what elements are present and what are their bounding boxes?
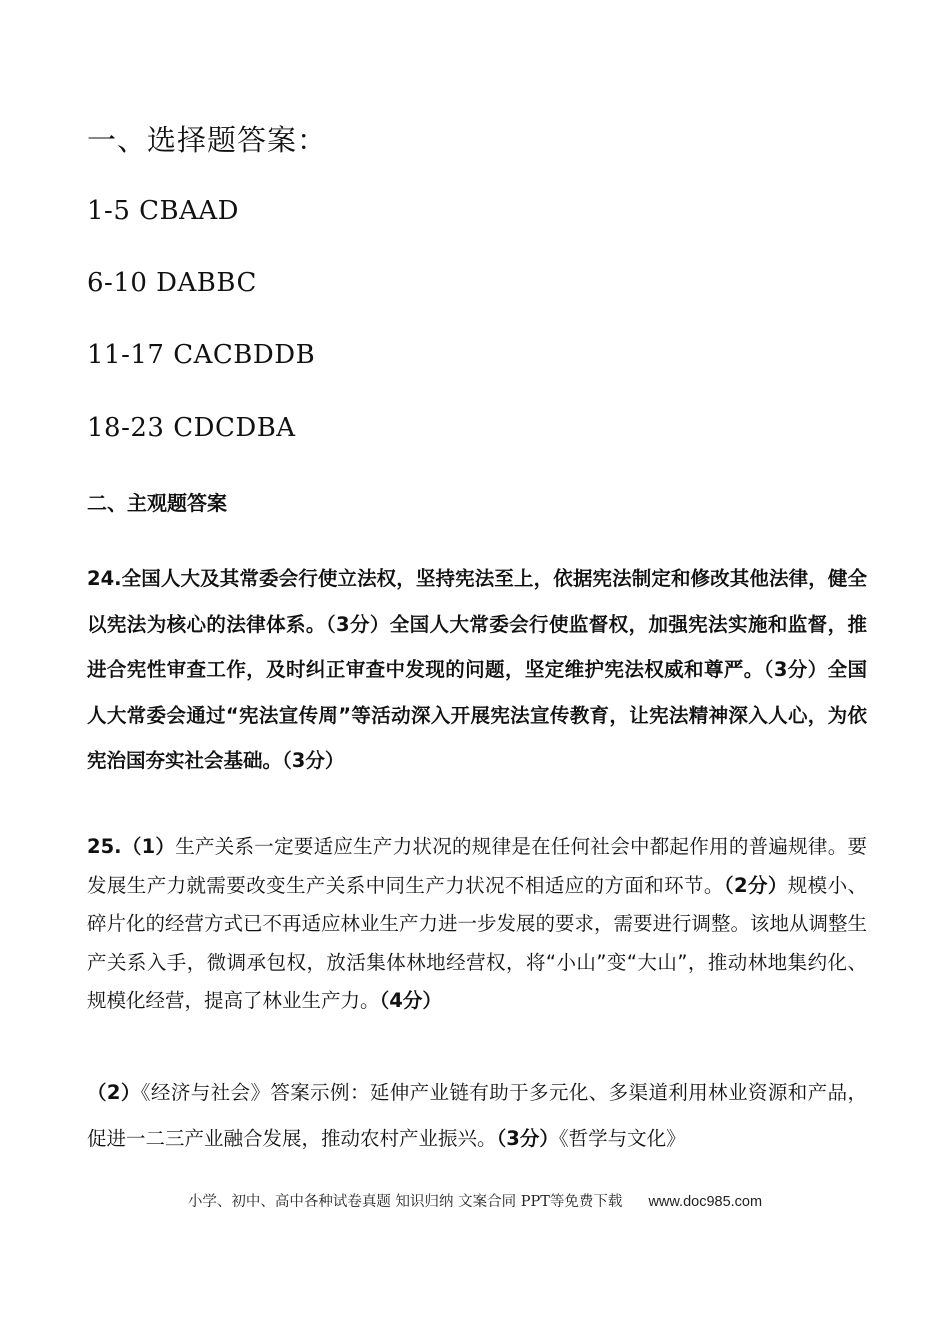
footer-text: 小学、初中、高中各种试卷真题 知识归纳 文案合同 PPT等免费下载	[187, 1194, 623, 1210]
answer-text: 规模小、碎片化的经营方式已不再适应林业生产力进一步发展的要求，需要进行调整。该地从调整生产关系入手，微调承包权，放活集体林地经营权，将“小山”变“大山”，推动林地集约化、规模化经营，提高了林业生产力。	[87, 873, 868, 1012]
question-25-label: 25.（1）	[87, 835, 176, 858]
answer-line-2: 6-10 DABBC	[87, 268, 257, 298]
answer-line-3: 11-17 CACBDDB	[87, 340, 316, 370]
question-25-part-1-answer	[87, 828, 867, 1021]
score-label: （3分）	[496, 1126, 559, 1150]
question-24-answer: 24.全国人大及其常委会行使立法权，坚持宪法至上，依据宪法制定和修改其他法律，健全以宪法为核心的法律体系。（3分）全国人大常委会行使监督权，加强宪法实施和监督，推进合宪性审查工作，及时纠正审查中发现的问题，坚定维护宪法权威和尊严。（3分）全国人大常委会通过“宪法宣传周”等活动深入开展宪法宣传教育，让宪法精神深入人心，为依宪治国夯实社会基础。（3分）	[87, 567, 867, 772]
section-title-subjective: 二、主观题答案	[87, 491, 227, 515]
section-title-choice: 一、选择题答案：	[87, 123, 328, 157]
footer-url: www.doc985.com	[648, 1194, 763, 1210]
answer-text: 生产关系一定要适应生产力状况的规律是在任何社会中都起作用的普遍规律。要发展生产力就需要改变生产关系中同生产力状况不相适应的方面和环节。	[87, 835, 867, 897]
score-label: （2分）	[723, 873, 788, 897]
answer-text: 《经济与社会》答案示例：延伸产业链有助于多元化、多渠道利用林业资源和产品，促进一二三产业融合发展，推动农村产业振兴。	[87, 1081, 867, 1150]
answer-line-4: 18-23 CDCDBA	[87, 413, 296, 443]
page-footer	[0, 1190, 950, 1211]
question-25-2-label: （2）	[87, 1081, 141, 1104]
score-label: （4分）	[379, 989, 442, 1012]
answer-line-1: 1-5 CBAAD	[87, 196, 240, 226]
answer-text: 《哲学与文化》	[558, 1126, 686, 1150]
question-25-part-2-answer	[87, 1070, 867, 1161]
